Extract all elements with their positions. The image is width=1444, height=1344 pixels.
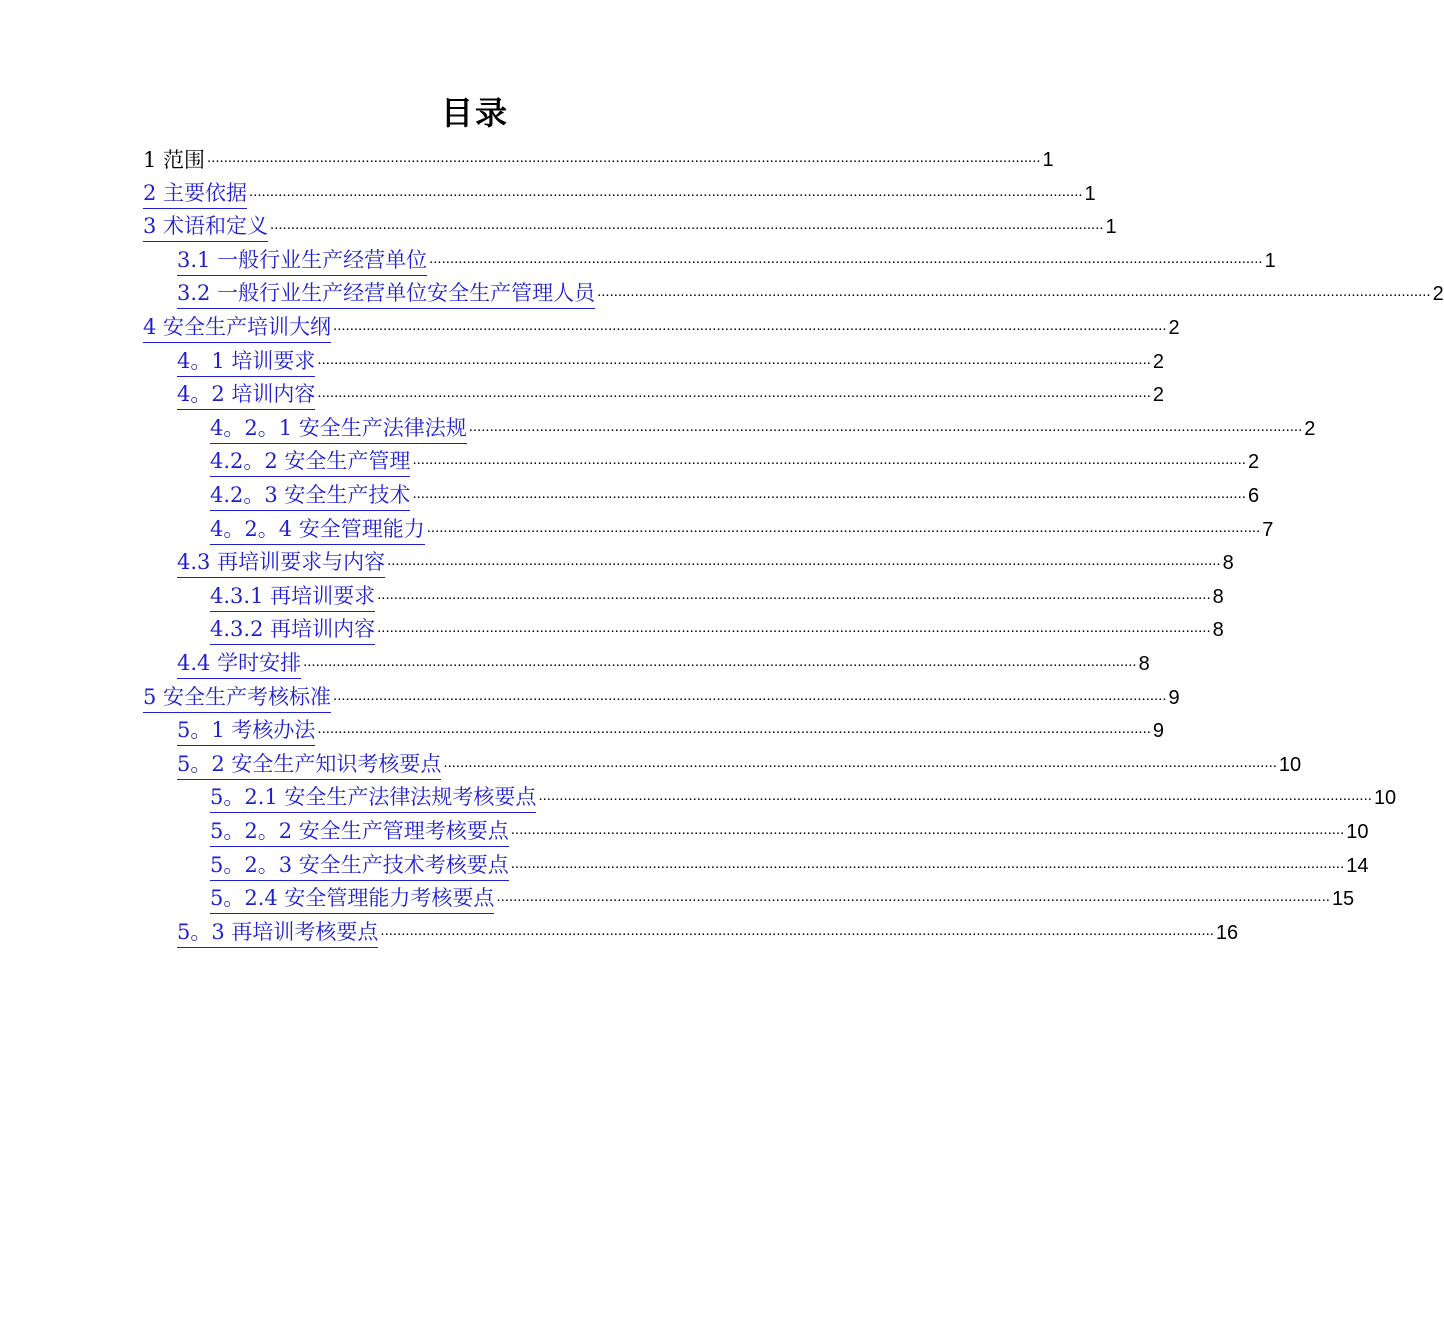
toc-leader-dots: ........................................................................................................................................................................................................ bbox=[443, 753, 1277, 771]
toc-leader-dots: ........................................................................................................................................................................................................ bbox=[380, 921, 1214, 939]
toc-entry[interactable] bbox=[177, 380, 1165, 410]
toc-page-number: 1 bbox=[1105, 216, 1117, 239]
toc-entry[interactable] bbox=[143, 212, 1117, 242]
toc-page-number: 15 bbox=[1331, 888, 1355, 911]
toc-entry-label[interactable]: 5。3 再培训考核要点 bbox=[177, 919, 378, 948]
toc-page-number: 8 bbox=[1212, 619, 1224, 642]
toc-entry[interactable] bbox=[177, 279, 1444, 309]
toc-page-number: 10 bbox=[1346, 821, 1369, 843]
toc-page-number: 2 bbox=[1432, 283, 1444, 306]
toc-leader-dots: ........................................................................................................................................................................................................ bbox=[317, 384, 1151, 402]
toc-leader-dots: ........................................................................................................................................................................................................ bbox=[510, 821, 1345, 838]
toc-leader-dots: ........................................................................................................................................................................................................ bbox=[317, 350, 1151, 368]
toc-title: 目录 bbox=[440, 94, 509, 132]
toc-entry[interactable] bbox=[143, 683, 1180, 713]
toc-leader-dots: ........................................................................................................................................................................................................ bbox=[270, 216, 1104, 234]
toc-leader-dots: ........................................................................................................................................................................................................ bbox=[496, 888, 1330, 906]
toc-leader-dots: ........................................................................................................................................................................................................ bbox=[377, 619, 1211, 637]
toc-entry[interactable] bbox=[210, 851, 1369, 881]
toc-entry[interactable] bbox=[177, 246, 1276, 276]
toc-entry[interactable] bbox=[210, 783, 1397, 813]
toc-page-number: 2 bbox=[1152, 350, 1165, 373]
toc-leader-dots: ........................................................................................................................................................................................................ bbox=[412, 451, 1246, 469]
toc-entry[interactable] bbox=[210, 447, 1260, 477]
toc-page-number: 1 bbox=[1042, 149, 1054, 171]
toc-entry[interactable] bbox=[143, 179, 1096, 209]
toc-entry[interactable] bbox=[210, 615, 1224, 645]
toc-leader-dots: ........................................................................................................................................................................................................ bbox=[303, 653, 1137, 670]
toc-entry[interactable] bbox=[210, 515, 1274, 545]
toc-page-number: 2 bbox=[1247, 451, 1260, 474]
toc-entry-label[interactable]: 4.2。2 安全生产管理 bbox=[210, 448, 410, 477]
toc-page-number: 7 bbox=[1262, 518, 1274, 541]
toc-entry[interactable] bbox=[210, 481, 1260, 511]
toc-page-number: 16 bbox=[1215, 921, 1239, 944]
toc-page-number: 9 bbox=[1168, 686, 1180, 709]
toc-leader-dots: ........................................................................................................................................................................................................ bbox=[426, 518, 1261, 536]
toc-entry-label[interactable]: 4.3.2 再培训内容 bbox=[210, 616, 375, 645]
toc-leader-dots: ........................................................................................................................................................................................................ bbox=[377, 585, 1211, 603]
toc-leader-dots: ........................................................................................................................................................................................................ bbox=[387, 552, 1221, 570]
toc-page-number: 8 bbox=[1222, 552, 1234, 575]
toc-leader-dots: ........................................................................................................................................................................................................ bbox=[468, 417, 1303, 435]
toc-entry[interactable] bbox=[177, 716, 1165, 746]
toc-page-number: 14 bbox=[1346, 854, 1369, 877]
toc-entry-label[interactable]: 4。2 培训内容 bbox=[177, 381, 315, 410]
toc-page-number: 6 bbox=[1247, 485, 1260, 507]
toc-page-number: 8 bbox=[1212, 585, 1224, 608]
toc-entry[interactable] bbox=[210, 414, 1316, 444]
toc-leader-dots: ........................................................................................................................................................................................................ bbox=[412, 485, 1246, 502]
toc-entry[interactable] bbox=[177, 750, 1302, 780]
toc-entry[interactable] bbox=[210, 582, 1224, 612]
toc-entry-label[interactable]: 5。2.4 安全管理能力考核要点 bbox=[210, 885, 494, 914]
toc-entry bbox=[143, 145, 1054, 175]
toc-entry-label[interactable]: 4。2。4 安全管理能力 bbox=[210, 516, 425, 545]
toc-page-number: 1 bbox=[1264, 249, 1276, 272]
toc-leader-dots: ........................................................................................................................................................................................................ bbox=[207, 149, 1041, 166]
toc-page-number: 10 bbox=[1373, 787, 1397, 810]
toc-entry-label[interactable]: 5 安全生产考核标准 bbox=[143, 684, 331, 713]
toc-entry-label[interactable]: 4.3 再培训要求与内容 bbox=[177, 549, 385, 578]
toc-entry-label[interactable]: 3 术语和定义 bbox=[143, 213, 268, 242]
toc-entry-label[interactable]: 5。2.1 安全生产法律法规考核要点 bbox=[210, 784, 536, 813]
toc-entry-label[interactable]: 4.3.1 再培训要求 bbox=[210, 583, 375, 612]
toc-leader-dots: ........................................................................................................................................................................................................ bbox=[333, 686, 1167, 704]
toc-entry[interactable] bbox=[177, 649, 1150, 679]
toc-page-number: 2 bbox=[1304, 417, 1316, 440]
toc-entry[interactable] bbox=[210, 884, 1355, 914]
toc-entry-label[interactable]: 3.1 一般行业生产经营单位 bbox=[177, 247, 427, 276]
toc-entry-label[interactable]: 4。1 培训要求 bbox=[177, 348, 315, 377]
toc-leader-dots: ........................................................................................................................................................................................................ bbox=[249, 182, 1083, 200]
toc-page-number: 2 bbox=[1152, 384, 1165, 407]
toc-leader-dots: ........................................................................................................................................................................................................ bbox=[597, 283, 1431, 301]
toc-entry-label: 1 范围 bbox=[143, 148, 206, 172]
toc-leader-dots: ........................................................................................................................................................................................................ bbox=[429, 249, 1263, 267]
toc-page-number: 9 bbox=[1152, 720, 1165, 743]
toc-entry-label[interactable]: 4.4 学时安排 bbox=[177, 650, 301, 679]
toc-leader-dots: ........................................................................................................................................................................................................ bbox=[510, 854, 1345, 872]
toc-entry[interactable] bbox=[177, 918, 1239, 948]
toc-entry-label[interactable]: 4.2。3 安全生产技术 bbox=[210, 482, 410, 511]
toc-entry-label[interactable]: 5。2。2 安全生产管理考核要点 bbox=[210, 818, 509, 847]
toc-entry[interactable] bbox=[210, 817, 1369, 847]
toc-entry[interactable] bbox=[177, 548, 1234, 578]
toc-leader-dots: ........................................................................................................................................................................................................ bbox=[333, 317, 1167, 334]
toc-page-number: 2 bbox=[1168, 317, 1180, 339]
toc-entry[interactable] bbox=[177, 347, 1165, 377]
toc-leader-dots: ........................................................................................................................................................................................................ bbox=[317, 720, 1151, 738]
toc-entry-label[interactable]: 4 安全生产培训大纲 bbox=[143, 314, 331, 343]
toc-page-number: 8 bbox=[1138, 653, 1150, 675]
toc-entry-label[interactable]: 4。2。1 安全生产法律法规 bbox=[210, 415, 467, 444]
toc-entry-label[interactable]: 2 主要依据 bbox=[143, 180, 247, 209]
toc-leader-dots: ........................................................................................................................................................................................................ bbox=[538, 787, 1372, 805]
toc-entry[interactable] bbox=[143, 313, 1180, 343]
toc-page-number: 1 bbox=[1084, 182, 1096, 205]
toc-entry-label[interactable]: 5。1 考核办法 bbox=[177, 717, 315, 746]
toc-entry-label[interactable]: 5。2 安全生产知识考核要点 bbox=[177, 751, 441, 780]
toc-entry-label[interactable]: 3.2 一般行业生产经营单位安全生产管理人员 bbox=[177, 280, 595, 309]
toc-entry-label[interactable]: 5。2。3 安全生产技术考核要点 bbox=[210, 852, 509, 881]
toc-page-number: 10 bbox=[1278, 753, 1302, 776]
